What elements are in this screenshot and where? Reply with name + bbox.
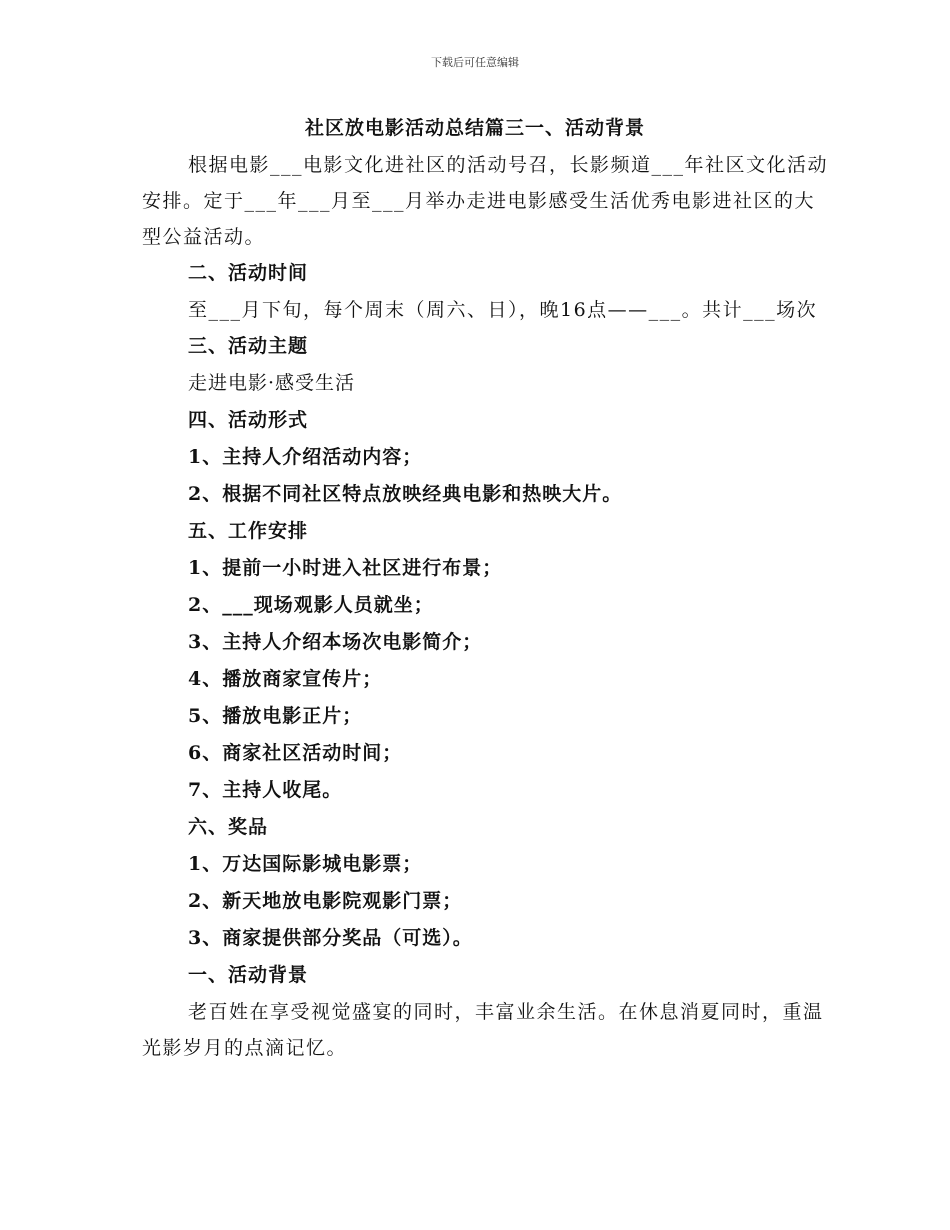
list-item: 7、主持人收尾。	[188, 779, 343, 801]
list-item: 1、主持人介绍活动内容；	[188, 446, 423, 468]
section-heading-theme: 三、活动主题	[188, 335, 309, 357]
list-item: 3、主持人介绍本场次电影简介；	[188, 631, 483, 653]
document-title: 社区放电影活动总结篇三一、活动背景	[304, 117, 645, 139]
section-heading-work: 五、工作安排	[188, 520, 309, 542]
list-item: 1、万达国际影城电影票；	[188, 853, 423, 875]
list-item: 6、商家社区活动时间；	[188, 742, 403, 764]
list-item: 4、播放商家宣传片；	[188, 668, 383, 690]
time-paragraph: 至___月下旬，每个周末（周六、日），晚16点——___。共计___场次	[188, 299, 818, 321]
list-item: 2、根据不同社区特点放映经典电影和热映大片。	[188, 483, 623, 505]
list-item: 1、提前一小时进入社区进行布景；	[188, 557, 503, 579]
theme-text: 走进电影·感受生活	[188, 372, 356, 394]
section-heading-form: 四、活动形式	[188, 409, 309, 431]
list-item: 5、播放电影正片；	[188, 705, 363, 727]
background-paragraph: 老百姓在享受视觉盛宴的同时，丰富业余生活。在休息消夏同时，重温光影岁月的点滴记忆。	[142, 1001, 824, 1059]
header-note: 下载后可任意编辑	[431, 56, 519, 69]
list-item: 3、商家提供部分奖品（可选）。	[188, 927, 473, 949]
section-heading-prize: 六、奖品	[188, 816, 269, 838]
document-body	[142, 147, 832, 1066]
section-heading-background: 一、活动背景	[188, 964, 309, 986]
list-item: 2、新天地放电影院观影门票；	[188, 890, 463, 912]
intro-paragraph: 根据电影___电影文化进社区的活动号召，长影频道___年社区文化活动安排。定于___年___月至___月举办走进电影感受生活优秀电影进社区的大型公益活动。	[142, 154, 829, 248]
section-heading-time: 二、活动时间	[188, 262, 309, 284]
list-item: 2、___现场观影人员就坐；	[188, 594, 434, 616]
